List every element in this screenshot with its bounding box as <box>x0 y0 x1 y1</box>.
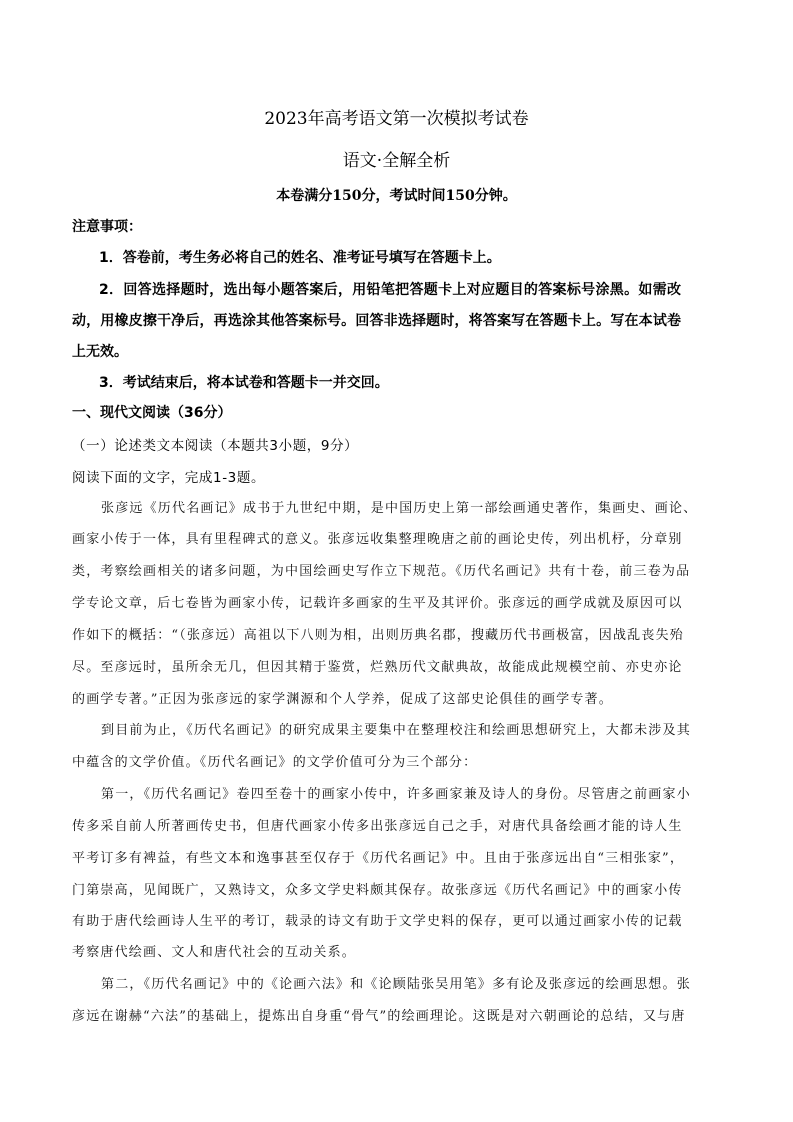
score-info: 本卷满分150分，考试时间150分钟。 <box>276 188 517 204</box>
notice-item-2-cont: 动，用橡皮擦干净后，再选涂其他答案标号。回答非选择题时，将答案写在答题卡上。写在本试卷 <box>72 313 681 329</box>
notice-heading: 注意事项： <box>72 219 142 235</box>
section-heading: 一、现代文阅读（36分） <box>72 405 232 421</box>
section-instruction: 阅读下面的文字，完成1-3题。 <box>72 470 266 486</box>
passage-line: 类，考察绘画相关的诸多问题，为中国绘画史写作立下规范。《历代名画记》共有十卷，前三卷为品 <box>72 564 691 579</box>
passage-line: 传多采自前人所著画传史书，但唐代画家小传多出张彦远自己之手，对唐代具备绘画才能的诗人生 <box>72 819 683 834</box>
notice-item-3: 3．考试结束后，将本试卷和答题卡一并交回。 <box>99 375 389 391</box>
section-sub-heading: （一）论述类文本阅读（本题共3小题，9分） <box>72 438 359 454</box>
passage-line: 学专论文章，后七卷皆为画家小传，记载许多画家的生平及其评价。张彦远的画学成就及原因可以 <box>72 596 683 611</box>
passage-line: 第一，《历代名画记》卷四至卷十的画家小传中，许多画家兼及诗人的身份。尽管唐之前画家小 <box>101 787 691 802</box>
passage-line: 考察唐代绘画、文人和唐代社会的互动关系。 <box>72 945 357 960</box>
passage-line: 画家小传于一体，具有里程碑式的意义。张彦远收集整理晚唐之前的画论史传，列出机杼，分章别 <box>72 532 683 547</box>
notice-item-1: 1．答卷前，考生务必将自己的姓名、准考证号填写在答题卡上。 <box>99 250 501 266</box>
passage-line: 门第崇高，见闻既广，又熟诗文，众多文学史料颇其保存。故张彦远《历代名画记》中的画家小传 <box>72 883 683 898</box>
passage-line: 中蕴含的文学价值。《历代名画记》的文学价值可分为三个部分： <box>72 755 478 770</box>
passage-line: 尽。至彦远时，虽所余无几，但因其精于鉴赏，烂熟历代文献典故，故能成此规模空前、亦史亦论 <box>72 660 683 675</box>
passage-line: 作如下的概括：“（张彦远）高祖以下八则为相，出则历典名郡，搜藏历代书画极富，因战乱丧失殆 <box>72 628 684 643</box>
notice-item-2: 2．回答选择题时，选出每小题答案后，用铅笔把答题卡上对应题目的答案标号涂黑。如需改 <box>99 282 681 298</box>
notice-item-2-end: 上无效。 <box>72 344 128 360</box>
page-title: 2023年高考语文第一次模拟考试卷 <box>264 109 529 129</box>
passage-line: 第二，《历代名画记》中的《论画六法》和《论顾陆张吴用笔》多有论及张彦远的绘画思想。张 <box>101 977 691 992</box>
passage-line: 的画学专著。”正因为张彦远的家学渊源和个人学养，促成了这部史论俱佳的画学专著。 <box>72 692 613 707</box>
passage-line: 到目前为止，《历代名画记》的研究成果主要集中在整理校注和绘画思想研究上，大都未涉及其 <box>101 723 691 738</box>
passage-line: 有助于唐代绘画诗人生平的考订，载录的诗文有助于文学史料的保存，更可以通过画家小传的记载 <box>72 914 683 929</box>
passage-line: 张彦远《历代名画记》成书于九世纪中期，是中国历史上第一部绘画通史著作，集画史、画论、 <box>101 501 698 516</box>
page-subtitle: 语文·全解全析 <box>342 151 451 171</box>
passage-line: 彦远在谢赫“六法”的基础上，提炼出自身重“骨气”的绘画理论。这既是对六朝画论的总结，又与唐 <box>72 1009 686 1024</box>
passage-line: 平考订多有裨益，有些文本和逸事甚至仅存于《历代名画记》中。且由于张彦远出自“三相张家”， <box>72 851 685 866</box>
